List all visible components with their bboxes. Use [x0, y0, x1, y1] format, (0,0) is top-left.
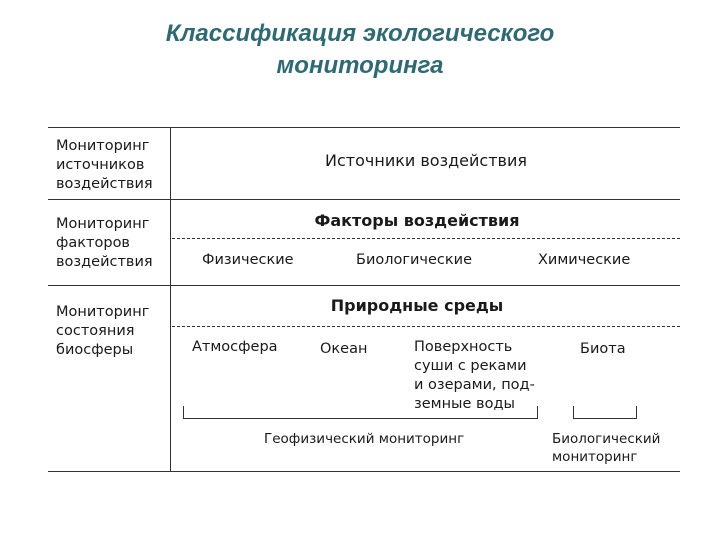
header-sources: Источники воздействия	[325, 151, 527, 170]
row-label-factors	[56, 215, 171, 272]
surface-line: Поверхность	[414, 339, 513, 355]
row-label-line: Мониторинг	[56, 304, 150, 320]
factor-physical: Физические	[202, 252, 294, 268]
row-label-biosphere	[56, 303, 171, 360]
geophysical-bracket	[183, 406, 538, 419]
header-natural-media: Природные среды	[330, 296, 504, 315]
surface-line: земные воды	[414, 396, 515, 412]
row-divider-1	[48, 199, 680, 200]
row-label-line: факторов	[56, 235, 130, 251]
row-divider-2	[48, 285, 680, 286]
surface-line: суши с реками	[414, 358, 527, 374]
dashed-separator-media	[172, 326, 680, 327]
medium-biota: Биота	[580, 341, 626, 357]
medium-ocean: Океан	[320, 341, 368, 357]
page-title	[0, 18, 720, 82]
title-line-2: мониторинга	[276, 52, 444, 79]
biological-monitoring-label	[552, 430, 660, 466]
row-label-line: состояния	[56, 323, 135, 339]
dashed-separator-factors	[172, 238, 680, 239]
row-label-line: Мониторинг	[56, 216, 150, 232]
medium-land-surface	[414, 338, 535, 414]
biological-monitoring-line: Биологический	[552, 431, 661, 447]
row-label-line: биосферы	[56, 342, 134, 358]
row-label-line: источников	[56, 157, 145, 173]
medium-atmosphere: Атмосфера	[192, 339, 278, 355]
biological-monitoring-line: мониторинг	[552, 449, 638, 465]
geophysical-monitoring-label: Геофизический мониторинг	[264, 431, 465, 447]
surface-line: и озерами, под-	[414, 377, 535, 393]
row-label-line: воздействия	[56, 254, 153, 270]
factor-chemical: Химические	[538, 252, 631, 268]
row-label-line: воздействия	[56, 176, 153, 192]
biological-bracket	[573, 406, 637, 419]
title-line-1: Классификация экологического	[165, 20, 555, 47]
table-top-border	[48, 127, 680, 128]
factor-biological: Биологические	[356, 252, 472, 268]
table-bottom-border	[48, 471, 680, 472]
row-label-sources	[56, 137, 171, 194]
header-factors: Факторы воздействия	[314, 211, 520, 230]
row-label-line: Мониторинг	[56, 138, 150, 154]
